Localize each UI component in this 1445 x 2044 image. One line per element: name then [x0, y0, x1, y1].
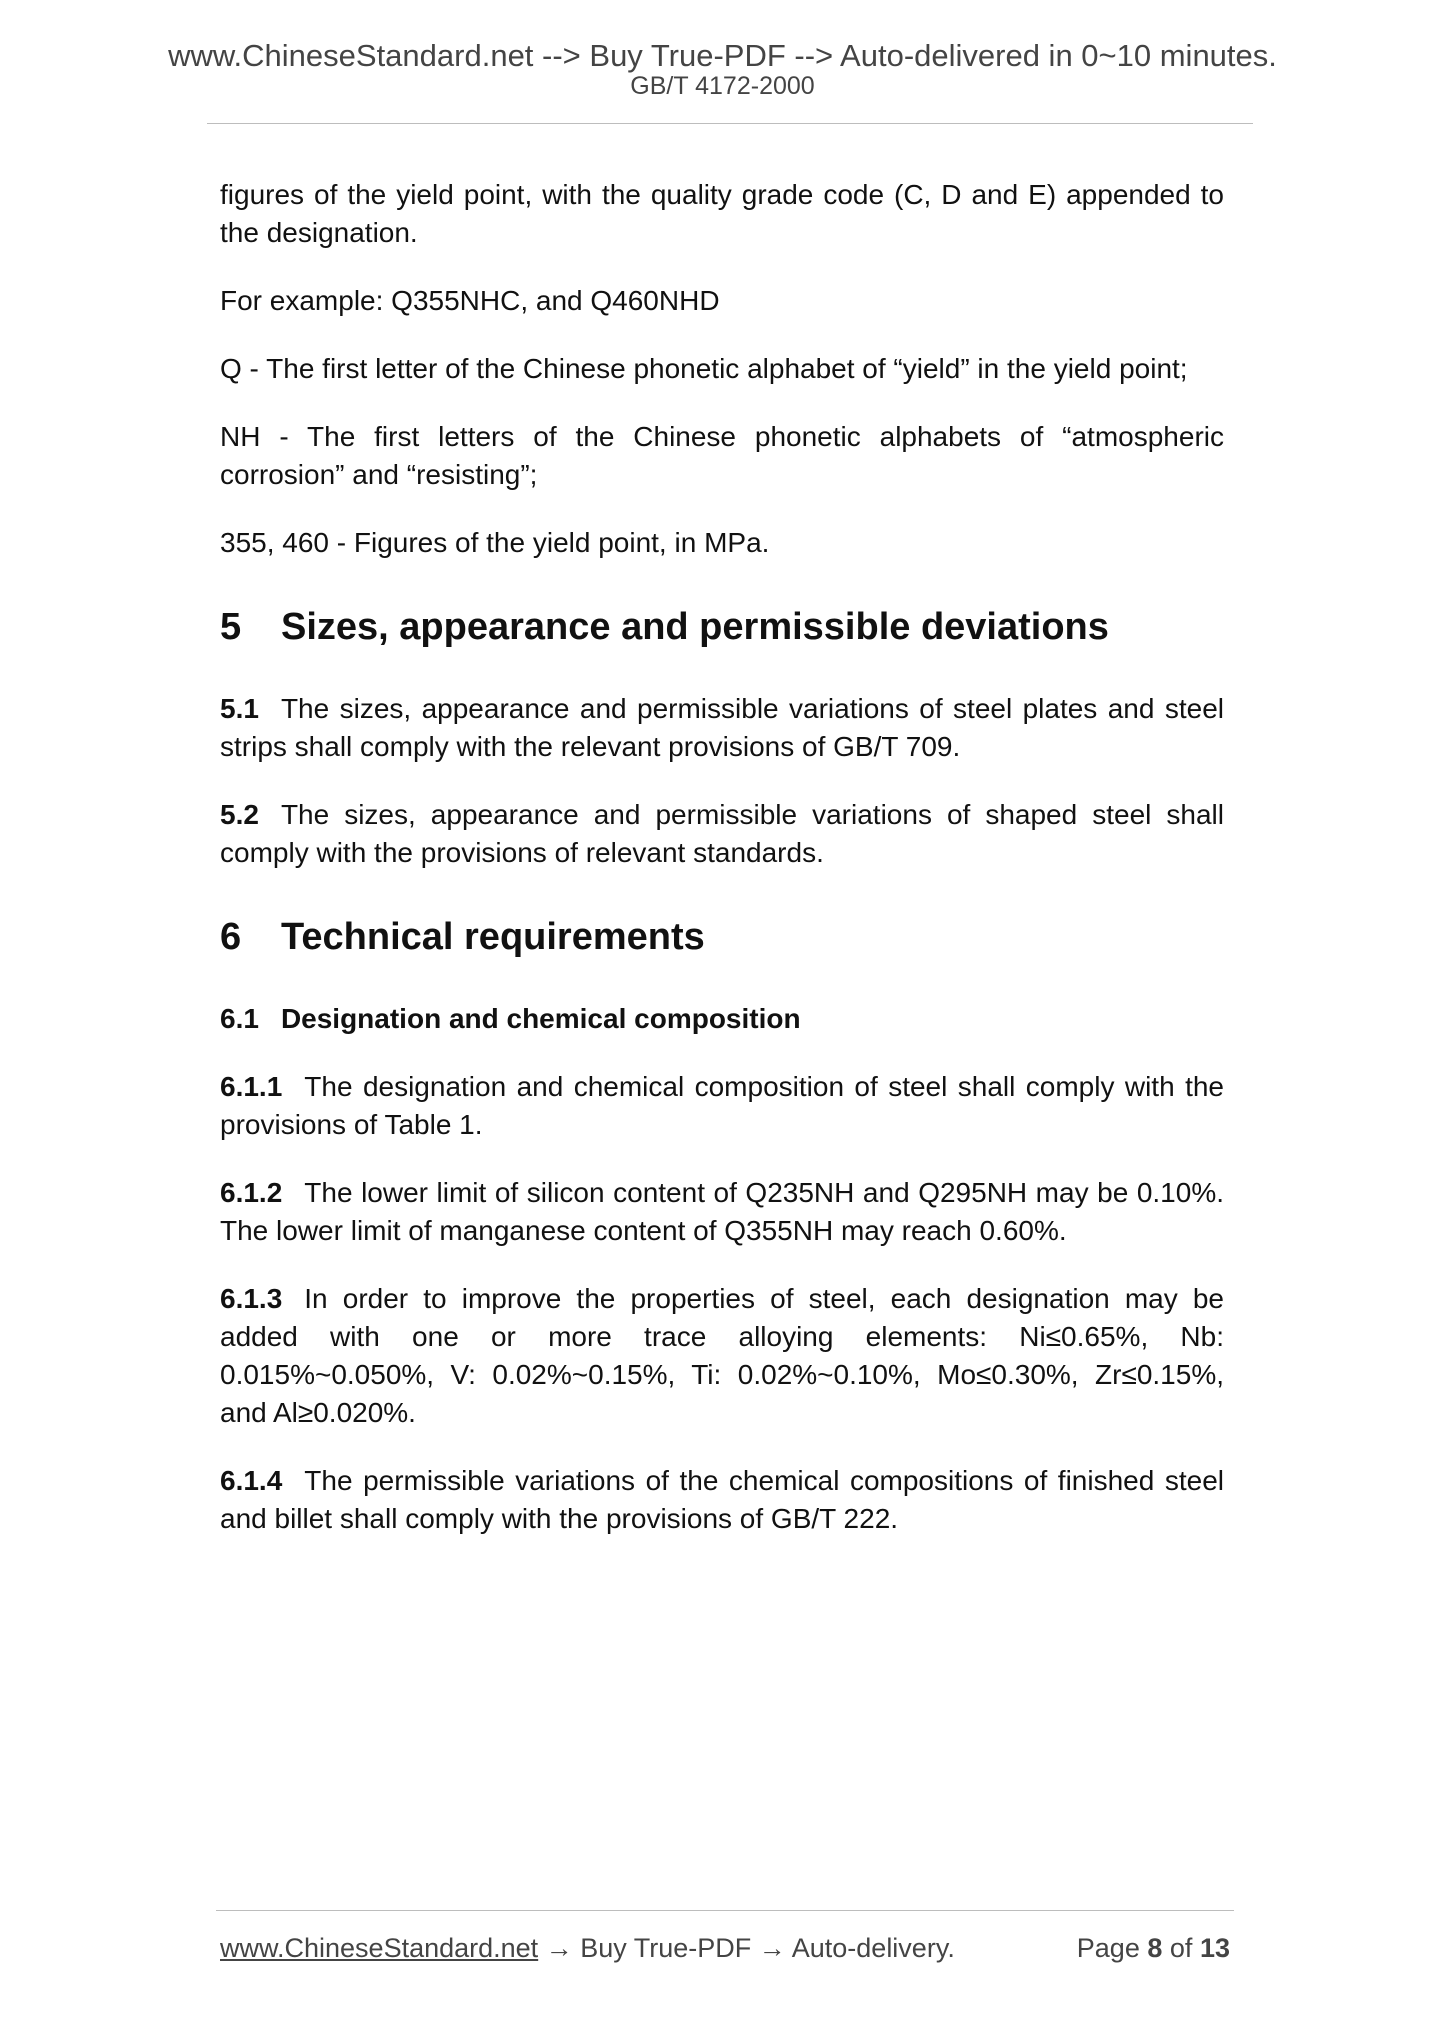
clause-text: The designation and chemical composition of steel shall comply with the provisions of Table 1.	[220, 1071, 1224, 1140]
header-divider	[207, 123, 1253, 124]
clause-5-2	[220, 796, 1224, 872]
section-number: 6	[220, 916, 242, 958]
clause-5-1	[220, 690, 1224, 766]
clause-number: 6.1.2	[220, 1177, 283, 1208]
paragraph-nh-definition: NH - The first letters of the Chinese phonetic alphabets of “atmospheric corrosion” and “resisting”;	[220, 421, 1224, 490]
clause-6-1-2	[220, 1174, 1224, 1250]
document-body	[220, 176, 1224, 1568]
total-pages-number: 13	[1199, 1933, 1230, 1963]
current-page-number: 8	[1147, 1933, 1163, 1963]
clause-6-1-3	[220, 1280, 1224, 1432]
section-5-heading	[220, 604, 1224, 650]
standard-code: GB/T 4172-2000	[630, 72, 815, 100]
clause-number: 5.2	[220, 799, 259, 830]
clause-number: 6.1.3	[220, 1283, 283, 1314]
page-footer	[220, 1931, 1230, 1965]
page-word: Page	[1076, 1933, 1140, 1963]
clause-number: 6.1.4	[220, 1465, 283, 1496]
clause-text: The lower limit of silicon content of Q235NH and Q295NH may be 0.10%. The lower limit of manganese content of Q355NH may reach 0.60%.	[220, 1177, 1224, 1246]
paragraph-example: For example: Q355NHC, and Q460NHD	[220, 285, 720, 316]
subsection-title: Designation and chemical composition	[280, 1003, 801, 1034]
subsection-6-1-heading	[220, 1000, 1224, 1038]
page-indicator	[1077, 1931, 1230, 1965]
paragraph-figures-definition: 355, 460 - Figures of the yield point, in MPa.	[220, 527, 770, 558]
footer-divider	[216, 1910, 1234, 1911]
subsection-number: 6.1	[220, 1003, 259, 1034]
clause-number: 6.1.1	[220, 1071, 283, 1102]
clause-number: 5.1	[220, 693, 259, 724]
paragraph-intro: figures of the yield point, with the quality grade code (C, D and E) appended to the designation.	[220, 179, 1224, 248]
section-6-heading	[220, 914, 1224, 960]
clause-6-1-1	[220, 1068, 1224, 1144]
header-banner: www.ChineseStandard.net --> Buy True-PDF --> Auto-delivered in 0~10 minutes.	[168, 38, 1277, 73]
of-word: of	[1169, 1933, 1193, 1963]
clause-text: The sizes, appearance and permissible variations of steel plates and steel strips shall comply with the relevant provisions of GB/T 709.	[220, 693, 1224, 762]
footer-tagline: → Buy True-PDF → Auto-delivery.	[538, 1933, 955, 1963]
clause-text: In order to improve the properties of steel, each designation may be added with one or more trace alloying elements: Ni≤0.65%, Nb: 0.015%~0.050%, V: 0.02%~0.15%, Ti: 0.02%~0.10%, Mo≤0.30%, Zr≤0.15%, and Al≥0.020%.	[220, 1283, 1224, 1428]
clause-6-1-4	[220, 1462, 1224, 1538]
footer-site-link[interactable]: www.ChineseStandard.net	[220, 1933, 539, 1963]
clause-text: The sizes, appearance and permissible variations of shaped steel shall comply with the provisions of relevant standards.	[220, 799, 1224, 868]
clause-text: The permissible variations of the chemical compositions of finished steel and billet shall comply with the provisions of GB/T 222.	[220, 1465, 1224, 1534]
section-number: 5	[220, 606, 242, 648]
paragraph-q-definition: Q - The first letter of the Chinese phonetic alphabet of “yield” in the yield point;	[220, 353, 1188, 384]
section-title: Technical requirements	[281, 916, 705, 958]
section-title: Sizes, appearance and permissible deviations	[281, 606, 1109, 648]
